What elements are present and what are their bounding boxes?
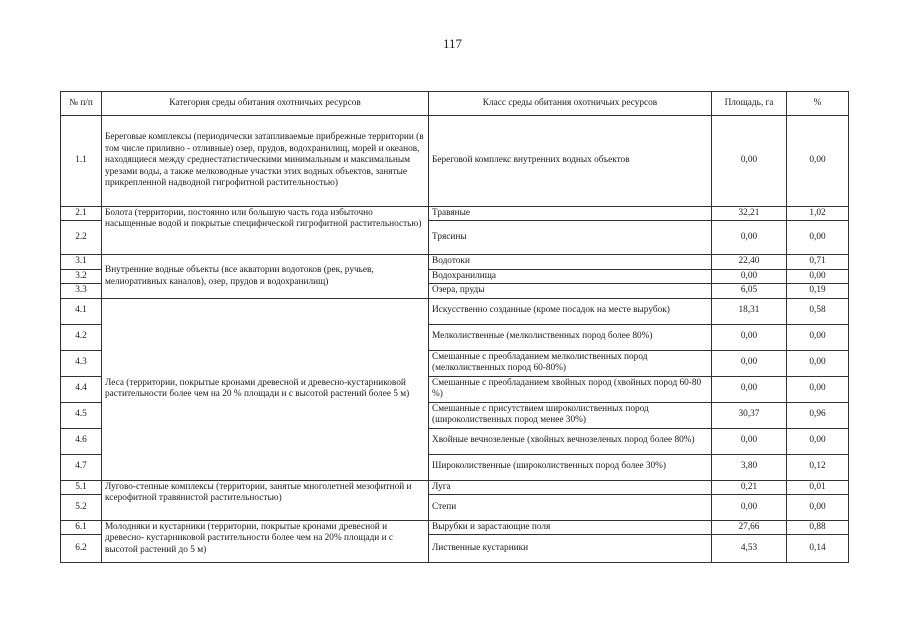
row-num: 5.2 <box>61 495 102 521</box>
percent-cell: 0,88 <box>787 521 849 535</box>
class-cell: Лиственные кустарники <box>429 535 712 563</box>
class-cell: Смешанные с преобладанием хвойных пород (хвойных пород 60-80 %) <box>429 376 712 402</box>
area-cell: 18,31 <box>712 298 787 324</box>
table-row <box>61 298 849 324</box>
category-cell: Леса (территории, покрытые кронами древесной и древесно-кустарниковой растительности более чем на 20 % площади и с высотой растений более 5 м) <box>102 298 429 480</box>
area-cell: 0,00 <box>712 428 787 454</box>
class-cell: Степи <box>429 495 712 521</box>
header-percent: % <box>787 92 849 116</box>
category-cell: Молодняки и кустарники (территории, покрытые кронами древесной и древесно- кустарниковой растительности более чем на 20% площади и с высотой растений до 5 м) <box>102 521 429 563</box>
area-cell: 32,21 <box>712 207 787 221</box>
row-num: 4.6 <box>61 428 102 454</box>
class-cell: Смешанные с преобладанием мелколиственных пород (мелколиственных пород 60-80%) <box>429 350 712 376</box>
header-area: Площадь, га <box>712 92 787 116</box>
percent-cell: 0,00 <box>787 324 849 350</box>
percent-cell: 0,00 <box>787 428 849 454</box>
percent-cell: 0,00 <box>787 495 849 521</box>
row-num: 6.2 <box>61 535 102 563</box>
category-cell: Береговые комплексы (периодически затапливаемые прибрежные территории (в том числе приливно - отливные) озер, прудов, водохранилищ, морей и океанов, находящиеся между среднестатистическими минимальным и максимальным урезами воды, а также мелководные участки этих водных объектов, занятые прикрепленной надводной гигрофитной растительностью) <box>102 116 429 207</box>
class-cell: Озера, пруды <box>429 284 712 298</box>
percent-cell: 0,00 <box>787 116 849 207</box>
header-num: № п/п <box>61 92 102 116</box>
percent-cell: 1,02 <box>787 207 849 221</box>
area-cell: 0,00 <box>712 269 787 283</box>
class-cell: Хвойные вечнозеленые (хвойных вечнозеленых пород более 80%) <box>429 428 712 454</box>
area-cell: 0,00 <box>712 221 787 255</box>
header-category: Категория среды обитания охотничьих ресурсов <box>102 92 429 116</box>
percent-cell: 0,00 <box>787 376 849 402</box>
area-cell: 4,53 <box>712 535 787 563</box>
row-num: 3.2 <box>61 269 102 283</box>
row-num: 4.4 <box>61 376 102 402</box>
area-cell: 27,66 <box>712 521 787 535</box>
class-cell: Береговой комплекс внутренних водных объектов <box>429 116 712 207</box>
row-num: 1.1 <box>61 116 102 207</box>
percent-cell: 0,14 <box>787 535 849 563</box>
class-cell: Водохранилища <box>429 269 712 283</box>
class-cell: Широколиственные (широколиственных пород более 30%) <box>429 454 712 480</box>
habitat-table <box>60 91 849 563</box>
area-cell: 0,00 <box>712 116 787 207</box>
area-cell: 0,21 <box>712 480 787 494</box>
percent-cell: 0,00 <box>787 221 849 255</box>
percent-cell: 0,19 <box>787 284 849 298</box>
row-num: 4.7 <box>61 454 102 480</box>
percent-cell: 0,00 <box>787 350 849 376</box>
table-header-row <box>61 92 849 116</box>
row-num: 3.1 <box>61 255 102 269</box>
table-row <box>61 480 849 494</box>
category-cell: Болота (территории, постоянно или большую часть года избыточно насыщенные водой и покрытые специфической гигрофитной растительностью) <box>102 207 429 255</box>
row-num: 2.2 <box>61 221 102 255</box>
area-cell: 0,00 <box>712 495 787 521</box>
category-cell: Лугово-степные комплексы (территории, занятые многолетней мезофитной и ксерофитной травянистой растительностью) <box>102 480 429 520</box>
table-row <box>61 207 849 221</box>
percent-cell: 0,01 <box>787 480 849 494</box>
area-cell: 0,00 <box>712 376 787 402</box>
table-row <box>61 116 849 207</box>
class-cell: Травяные <box>429 207 712 221</box>
percent-cell: 0,00 <box>787 269 849 283</box>
area-cell: 6,05 <box>712 284 787 298</box>
page-number: 117 <box>442 36 463 51</box>
row-num: 4.1 <box>61 298 102 324</box>
row-num: 4.2 <box>61 324 102 350</box>
row-num: 3.3 <box>61 284 102 298</box>
class-cell: Луга <box>429 480 712 494</box>
percent-cell: 0,58 <box>787 298 849 324</box>
header-class: Класс среды обитания охотничьих ресурсов <box>429 92 712 116</box>
area-cell: 0,00 <box>712 324 787 350</box>
class-cell: Мелколиственные (мелколиственных пород более 80%) <box>429 324 712 350</box>
area-cell: 30,37 <box>712 402 787 428</box>
row-num: 5.1 <box>61 480 102 494</box>
percent-cell: 0,96 <box>787 402 849 428</box>
class-cell: Водотоки <box>429 255 712 269</box>
area-cell: 22,40 <box>712 255 787 269</box>
percent-cell: 0,12 <box>787 454 849 480</box>
row-num: 6.1 <box>61 521 102 535</box>
area-cell: 0,00 <box>712 350 787 376</box>
table-row <box>61 255 849 269</box>
category-cell: Внутренние водные объекты (все акватории водотоков (рек, ручьев, мелиоративных каналов), озер, прудов и водохранилищ) <box>102 255 429 298</box>
class-cell: Трясины <box>429 221 712 255</box>
row-num: 2.1 <box>61 207 102 221</box>
class-cell: Искусственно созданные (кроме посадок на месте вырубок) <box>429 298 712 324</box>
class-cell: Смешанные с присутствием широколиственных пород (широколиственных пород менее 30%) <box>429 402 712 428</box>
row-num: 4.3 <box>61 350 102 376</box>
row-num: 4.5 <box>61 402 102 428</box>
area-cell: 3,80 <box>712 454 787 480</box>
table-row <box>61 521 849 535</box>
class-cell: Вырубки и зарастающие поля <box>429 521 712 535</box>
percent-cell: 0,71 <box>787 255 849 269</box>
